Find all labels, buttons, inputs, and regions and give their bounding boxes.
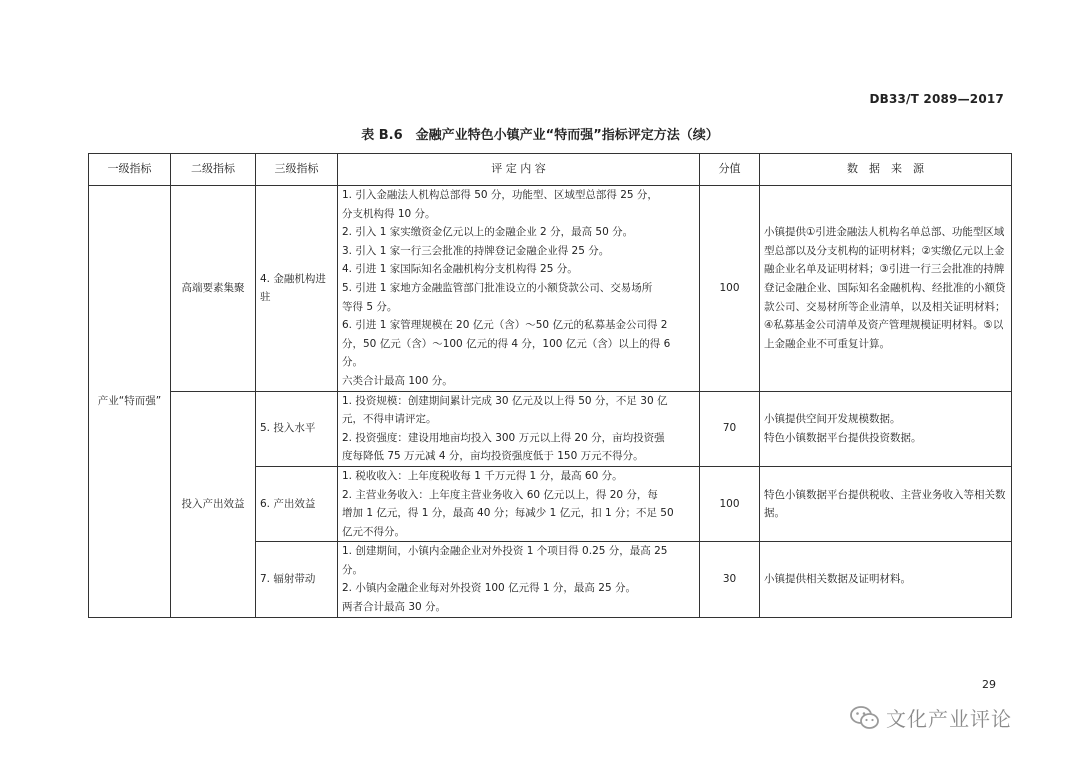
- source-line: 小镇提供空间开发规模数据。: [764, 413, 901, 426]
- source-line: 据。: [764, 507, 785, 520]
- table-row: [89, 391, 1012, 466]
- score-cell: [700, 542, 760, 617]
- header-content: 评 定 内 容: [338, 154, 700, 186]
- level2-cell: [171, 391, 256, 617]
- score-cell: [700, 391, 760, 466]
- content-line: 6. 引进 1 家管理规模在 20 亿元（含）～50 亿元的私募基金公司得 2: [342, 319, 668, 332]
- level3-cell: [256, 186, 338, 392]
- content-line: 2. 投资强度：建设用地亩均投入 300 万元以上得 20 分，亩均投资强: [342, 431, 665, 444]
- level1-cell: [89, 186, 171, 618]
- level3-line: 5. 投入水平: [260, 422, 316, 435]
- source-cell: [760, 391, 1012, 466]
- content-line: 增加 1 亿元，得 1 分，最高 40 分；每减少 1 亿元，扣 1 分；不足 50: [342, 507, 674, 520]
- page-number: 29: [982, 678, 996, 691]
- source-line: 登记金融企业、国际知名金融机构、经批准的小额贷: [764, 281, 1006, 294]
- level1-label: 产业“特而强”: [97, 395, 162, 408]
- content-line: 3. 引入 1 家一行三会批准的持牌登记金融企业得 25 分。: [342, 244, 610, 257]
- score-value: 100: [719, 281, 740, 294]
- content-line: 1. 引入金融法人机构总部得 50 分，功能型、区域型总部得 25 分，: [342, 189, 658, 201]
- source-line: 上金融企业不可重复计算。: [764, 337, 890, 350]
- score-value: 70: [722, 422, 737, 435]
- header-level3: 三级指标: [256, 154, 338, 186]
- score-value: 30: [722, 573, 737, 586]
- source-line: ④私募基金公司清单及资产管理规模证明材料。⑤以: [764, 319, 1004, 332]
- source-line: 融企业名单及证明材料；③引进一行三会批准的持牌: [764, 263, 1005, 276]
- level3-line: 驻: [260, 291, 271, 304]
- content-line: 分。: [342, 563, 363, 576]
- source-line: 小镇提供相关数据及证明材料。: [764, 573, 911, 586]
- header-level1: 一级指标: [89, 154, 171, 186]
- header-score: 分值: [700, 154, 760, 186]
- level3-cell: [256, 391, 338, 466]
- level2-label: 投入产出效益: [181, 497, 245, 510]
- level3-line: 6. 产出效益: [260, 497, 316, 510]
- source-line: 特色小镇数据平台提供投资数据。: [764, 431, 922, 444]
- indicator-table: [88, 153, 1012, 618]
- level3-cell: [256, 542, 338, 617]
- content-cell: [338, 391, 700, 466]
- watermark-text: 文化产业评论: [886, 707, 1012, 731]
- content-cell: [338, 186, 700, 392]
- header-level2: 二级指标: [171, 154, 256, 186]
- content-line: 度每降低 75 万元减 4 分，亩均投资强度低于 150 万元不得分。: [342, 450, 644, 463]
- wechat-icon: [850, 705, 880, 731]
- table-header-row: [89, 154, 1012, 186]
- source-line: 小镇提供①引进金融法人机构名单总部、功能型区域: [764, 226, 1005, 239]
- level2-cell: [171, 186, 256, 392]
- source-line: 特色小镇数据平台提供税收、主营业务收入等相关数: [764, 488, 1006, 501]
- score-cell: [700, 186, 760, 392]
- content-cell: [338, 542, 700, 617]
- level3-line: 4. 金融机构进: [260, 272, 326, 285]
- level3-line: 7. 辐射带动: [260, 573, 316, 586]
- level3-cell: [256, 466, 338, 541]
- content-line: 元，不得申请评定。: [342, 413, 437, 426]
- source-cell: [760, 466, 1012, 541]
- source-cell: [760, 186, 1012, 392]
- standard-code: DB33/T 2089—2017: [869, 92, 1004, 106]
- header-source: 数 据 来 源: [760, 154, 1012, 186]
- table-row: [89, 186, 1012, 392]
- content-line: 4. 引进 1 家国际知名金融机构分支机构得 25 分。: [342, 263, 578, 276]
- content-line: 2. 小镇内金融企业每对外投资 100 亿元得 1 分，最高 25 分。: [342, 582, 636, 595]
- score-cell: [700, 466, 760, 541]
- content-cell: [338, 466, 700, 541]
- content-line: 1. 创建期间，小镇内金融企业对外投资 1 个项目得 0.25 分，最高 25: [342, 545, 668, 558]
- content-line: 六类合计最高 100 分。: [342, 374, 453, 387]
- content-line: 分支机构得 10 分。: [342, 207, 436, 220]
- content-line: 5. 引进 1 家地方金融监管部门批准设立的小额贷款公司、交易场所: [342, 281, 653, 294]
- table-title: 表 B.6 金融产业特色小镇产业“特而强”指标评定方法（续）: [361, 128, 719, 143]
- source-line: 型总部以及分支机构的证明材料；②实缴亿元以上金: [764, 244, 1005, 257]
- content-line: 1. 税收收入：上年度税收每 1 千万元得 1 分，最高 60 分。: [342, 469, 623, 482]
- watermark: [850, 703, 1012, 732]
- content-line: 分。: [342, 356, 363, 369]
- content-line: 亿元不得分。: [342, 525, 405, 538]
- content-line: 2. 主营业务收入：上年度主营业务收入 60 亿元以上，得 20 分，每: [342, 488, 658, 501]
- level2-label: 高端要素集聚: [181, 281, 245, 294]
- source-line: 款公司、交易材所等企业清单，以及相关证明材料；: [764, 300, 1006, 313]
- source-cell: [760, 542, 1012, 617]
- content-line: 分，50 亿元（含）～100 亿元的得 4 分，100 亿元（含）以上的得 6: [342, 337, 671, 350]
- content-line: 1. 投资规模：创建期间累计完成 30 亿元及以上得 50 分，不足 30 亿: [342, 394, 668, 407]
- content-line: 等得 5 分。: [342, 300, 398, 313]
- score-value: 100: [719, 497, 740, 510]
- content-line: 2. 引入 1 家实缴资金亿元以上的金融企业 2 分，最高 50 分。: [342, 226, 634, 239]
- content-line: 两者合计最高 30 分。: [342, 601, 447, 614]
